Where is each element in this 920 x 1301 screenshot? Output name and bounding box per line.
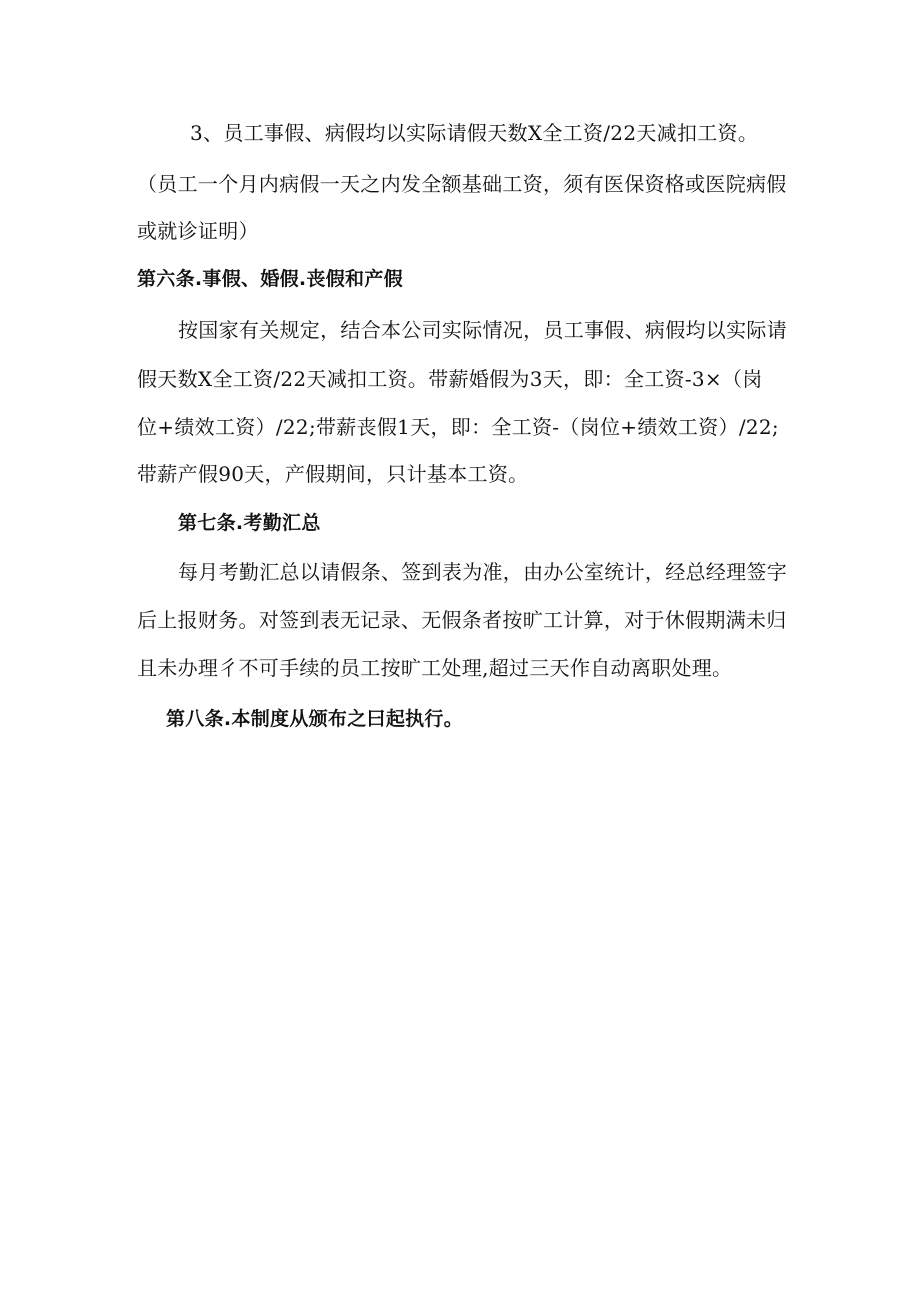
item3-line2: （员工一个月内病假一天之内发全额基础工资，须有医保资格或医院病假 xyxy=(137,172,787,196)
item3-line1: 3、员工事假、病假均以实际请假天数X全工资/22天减扣工资。 xyxy=(190,121,759,145)
article6-heading: 第六条.事假、婚假.丧假和产假 xyxy=(137,268,403,290)
article7-line3: 且未办理彳不可手续的员工按旷工处理,超过三天作自动离职处理。 xyxy=(137,656,733,680)
article6-line4: 带薪产假90天，产假期间，只计基本工资。 xyxy=(137,462,529,486)
article7-line2: 后上报财务。对签到表无记录、无假条者按旷工计算，对于休假期满未归 xyxy=(137,608,787,632)
item3-line3: 或就诊证明） xyxy=(137,219,259,243)
article6-line1: 按国家有关规定，结合本公司实际情况，员工事假、病假均以实际请 xyxy=(178,318,787,342)
article8-heading: 第八条.本制度从颁布之曰起执行。 xyxy=(166,708,464,730)
article6-line3: 位+绩效工资）/22;带薪丧假1天，即：全工资-（岗位+绩效工资）/22; xyxy=(137,415,779,439)
article6-line2: 假天数X全工资/22天减扣工资。带薪婚假为3天，即：全工资-3×（岗 xyxy=(137,367,763,391)
article7-heading: 第七条.考勤汇总 xyxy=(178,512,321,534)
article7-line1: 每月考勤汇总以请假条、签到表为准，由办公室统计，经总经理签字 xyxy=(178,560,787,584)
